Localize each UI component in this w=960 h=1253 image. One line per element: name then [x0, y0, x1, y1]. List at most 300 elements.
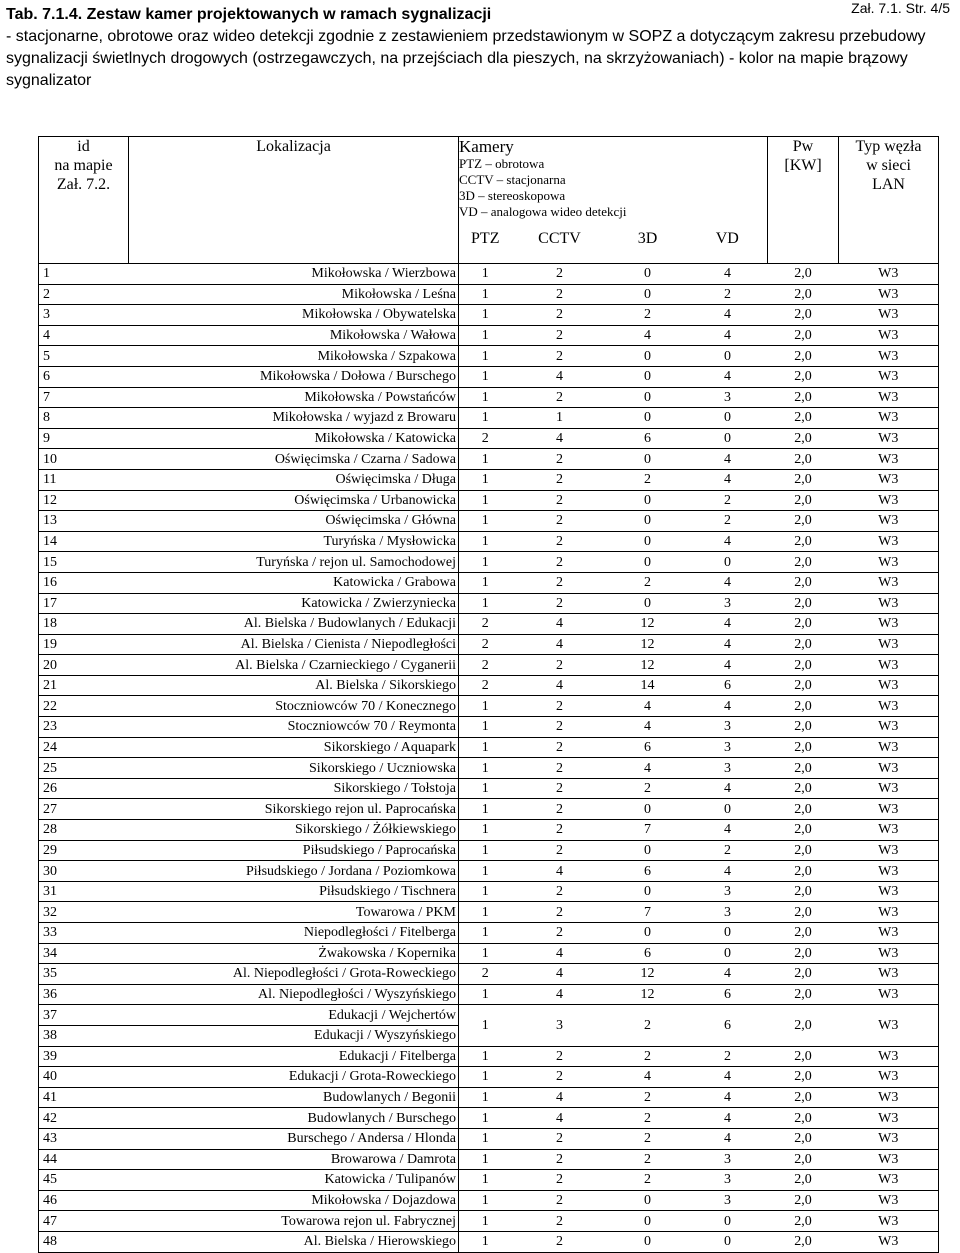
row-ptz: 1: [459, 799, 512, 820]
row-id: 39: [39, 1046, 129, 1067]
row-vd: 4: [688, 655, 768, 676]
row-3d: 12: [608, 634, 688, 655]
row-ptz: 1: [459, 1046, 512, 1067]
row-power: 2,0: [768, 1231, 839, 1252]
row-vd: 4: [688, 531, 768, 552]
row-power: 2,0: [768, 675, 839, 696]
row-ptz: 1: [459, 696, 512, 717]
row-3d: 0: [608, 490, 688, 511]
row-location: Al. Niepodległości / Wyszyńskiego: [129, 984, 459, 1005]
row-ptz: 2: [459, 428, 512, 449]
row-ptz: 1: [459, 531, 512, 552]
row-vd: 4: [688, 1087, 768, 1108]
table-row: [39, 881, 939, 902]
row-ptz: 1: [459, 572, 512, 593]
row-vd: 4: [688, 366, 768, 387]
table-row: [39, 511, 939, 532]
row-3d: 2: [608, 1149, 688, 1170]
row-cctv: 4: [512, 1087, 608, 1108]
row-location: Oświęcimska / Urbanowicka: [129, 490, 459, 511]
row-lan: W3: [839, 614, 939, 635]
row-power: 2,0: [768, 840, 839, 861]
row-location: Piłsudskiego / Tischnera: [129, 881, 459, 902]
row-vd: 2: [688, 840, 768, 861]
row-lan: W3: [839, 634, 939, 655]
row-cctv: 2: [512, 490, 608, 511]
header-cameras-title: Kamery: [459, 137, 514, 156]
row-vd: 4: [688, 614, 768, 635]
table-row: [39, 264, 939, 285]
row-lan: W3: [839, 449, 939, 470]
row-ptz: 1: [459, 593, 512, 614]
header-power: [768, 137, 839, 264]
row-cctv: 2: [512, 1149, 608, 1170]
table-row: [39, 923, 939, 944]
row-vd: 4: [688, 696, 768, 717]
row-location: Sikorskiego / Żółkiewskiego: [129, 820, 459, 841]
row-cctv: 4: [512, 675, 608, 696]
row-location: Towarowa / PKM: [129, 902, 459, 923]
table-row: [39, 531, 939, 552]
row-cctv: 2: [512, 923, 608, 944]
row-id: 12: [39, 490, 129, 511]
header-id-line: id: [77, 138, 90, 155]
table-row: [39, 1046, 939, 1067]
row-location: Sikorskiego / Tołstoja: [129, 778, 459, 799]
row-ptz: 1: [459, 1211, 512, 1232]
row-ptz: 1: [459, 408, 512, 429]
row-id: 29: [39, 840, 129, 861]
row-id: 11: [39, 469, 129, 490]
row-ptz: 1: [459, 861, 512, 882]
table-row: [39, 1149, 939, 1170]
row-location: Mikołowska / Leśna: [129, 284, 459, 305]
row-3d: 0: [608, 1211, 688, 1232]
header-id-line: Zał. 7.2.: [56, 176, 111, 193]
row-power: 2,0: [768, 469, 839, 490]
row-3d: 6: [608, 861, 688, 882]
row-id: 38: [39, 1025, 129, 1046]
row-id: 8: [39, 408, 129, 429]
row-cctv: 2: [512, 511, 608, 532]
row-lan: W3: [839, 943, 939, 964]
row-lan: W3: [839, 469, 939, 490]
row-cctv: 2: [512, 1211, 608, 1232]
header-power-line: [KW]: [784, 157, 822, 174]
row-ptz: 1: [459, 511, 512, 532]
row-lan: W3: [839, 366, 939, 387]
row-power: 2,0: [768, 1046, 839, 1067]
table-row: [39, 572, 939, 593]
row-id: 17: [39, 593, 129, 614]
table-body: [39, 264, 939, 1253]
row-power: 2,0: [768, 346, 839, 367]
row-vd: 0: [688, 408, 768, 429]
row-vd: 2: [688, 1046, 768, 1067]
row-location: Mikołowska / Katowicka: [129, 428, 459, 449]
row-ptz: 2: [459, 634, 512, 655]
title-block: [6, 4, 956, 92]
row-power: 2,0: [768, 572, 839, 593]
row-cctv: 4: [512, 428, 608, 449]
row-location: Oświęcimska / Główna: [129, 511, 459, 532]
row-3d: 12: [608, 614, 688, 635]
table-row: [39, 902, 939, 923]
cameras-legend-item: 3D – stereoskopowa: [459, 188, 566, 203]
row-ptz: 1: [459, 1190, 512, 1211]
row-3d: 2: [608, 1046, 688, 1067]
table-row: [39, 284, 939, 305]
row-power: 2,0: [768, 1190, 839, 1211]
row-location: Stoczniowców 70 / Konecznego: [129, 696, 459, 717]
header-lan-line: LAN: [872, 176, 905, 193]
row-vd: 4: [688, 572, 768, 593]
row-lan: W3: [839, 1087, 939, 1108]
row-power: 2,0: [768, 614, 839, 635]
row-vd: 0: [688, 1231, 768, 1252]
row-vd: 4: [688, 861, 768, 882]
row-ptz: 1: [459, 881, 512, 902]
row-3d: 6: [608, 943, 688, 964]
row-vd: 3: [688, 1170, 768, 1191]
row-power: 2,0: [768, 758, 839, 779]
row-id: 48: [39, 1231, 129, 1252]
table-row: [39, 408, 939, 429]
table-row: [39, 593, 939, 614]
row-cctv: 2: [512, 325, 608, 346]
row-cctv: 4: [512, 634, 608, 655]
row-cctv: 4: [512, 614, 608, 635]
row-3d: 2: [608, 305, 688, 326]
row-id: 10: [39, 449, 129, 470]
row-lan: W3: [839, 923, 939, 944]
row-cctv: 2: [512, 1231, 608, 1252]
table-row: [39, 1005, 939, 1026]
row-3d: 0: [608, 366, 688, 387]
row-location: Budowlanych / Burschego: [129, 1108, 459, 1129]
row-id: 40: [39, 1067, 129, 1088]
row-location: Mikołowska / wyjazd z Browaru: [129, 408, 459, 429]
row-cctv: 2: [512, 778, 608, 799]
row-ptz: 1: [459, 902, 512, 923]
row-lan: W3: [839, 799, 939, 820]
header-location-label: Lokalizacja: [256, 138, 331, 155]
table-row: [39, 737, 939, 758]
row-3d: 0: [608, 840, 688, 861]
row-id: 18: [39, 614, 129, 635]
table-row: [39, 1211, 939, 1232]
row-ptz: 1: [459, 840, 512, 861]
row-lan: W3: [839, 840, 939, 861]
row-location: Al. Bielska / Hierowskiego: [129, 1231, 459, 1252]
header-ptz: PTZ: [459, 229, 512, 264]
table-row: [39, 1108, 939, 1129]
row-cctv: 2: [512, 696, 608, 717]
row-3d: 0: [608, 387, 688, 408]
table-row: [39, 675, 939, 696]
row-cctv: 2: [512, 1170, 608, 1191]
table-row: [39, 634, 939, 655]
row-power: 2,0: [768, 778, 839, 799]
row-cctv: 2: [512, 1046, 608, 1067]
row-cctv: 2: [512, 902, 608, 923]
row-3d: 2: [608, 1128, 688, 1149]
table-row: [39, 1190, 939, 1211]
row-id: 9: [39, 428, 129, 449]
row-location: Al. Niepodległości / Grota-Roweckiego: [129, 964, 459, 985]
row-3d: 4: [608, 717, 688, 738]
row-location: Edukacji / Fitelberga: [129, 1046, 459, 1067]
table-row: [39, 366, 939, 387]
row-vd: 4: [688, 264, 768, 285]
row-lan: W3: [839, 984, 939, 1005]
row-id: 26: [39, 778, 129, 799]
row-ptz: 1: [459, 778, 512, 799]
row-lan: W3: [839, 1046, 939, 1067]
row-power: 2,0: [768, 428, 839, 449]
row-id: 14: [39, 531, 129, 552]
row-ptz: 2: [459, 675, 512, 696]
row-lan: W3: [839, 1231, 939, 1252]
table-row: [39, 861, 939, 882]
row-lan: W3: [839, 490, 939, 511]
row-power: 2,0: [768, 264, 839, 285]
row-power: 2,0: [768, 1087, 839, 1108]
row-id: 4: [39, 325, 129, 346]
table-row: [39, 1231, 939, 1252]
row-id: 21: [39, 675, 129, 696]
row-cctv: 2: [512, 572, 608, 593]
row-lan: W3: [839, 264, 939, 285]
row-power: 2,0: [768, 1211, 839, 1232]
row-lan: W3: [839, 408, 939, 429]
row-ptz: 2: [459, 614, 512, 635]
row-location: Piłsudskiego / Jordana / Poziomkowa: [129, 861, 459, 882]
row-vd: 0: [688, 346, 768, 367]
row-power: 2,0: [768, 881, 839, 902]
row-id: 47: [39, 1211, 129, 1232]
row-location: Katowicka / Grabowa: [129, 572, 459, 593]
header-lan: [839, 137, 939, 264]
row-ptz: 1: [459, 552, 512, 573]
row-vd: 3: [688, 758, 768, 779]
row-3d: 0: [608, 531, 688, 552]
row-ptz: 1: [459, 1067, 512, 1088]
row-id: 28: [39, 820, 129, 841]
row-ptz: 1: [459, 346, 512, 367]
row-3d: 0: [608, 1190, 688, 1211]
table-row: [39, 655, 939, 676]
row-power: 2,0: [768, 1005, 839, 1046]
row-lan: W3: [839, 305, 939, 326]
row-ptz: 1: [459, 284, 512, 305]
cameras-legend-item: VD – analogowa wideo detekcji: [459, 204, 627, 219]
row-power: 2,0: [768, 799, 839, 820]
row-3d: 7: [608, 902, 688, 923]
row-lan: W3: [839, 737, 939, 758]
row-location: Oświęcimska / Długa: [129, 469, 459, 490]
row-lan: W3: [839, 1170, 939, 1191]
table-row: [39, 1170, 939, 1191]
row-id: 24: [39, 737, 129, 758]
row-cctv: 2: [512, 1190, 608, 1211]
row-lan: W3: [839, 655, 939, 676]
row-power: 2,0: [768, 366, 839, 387]
header-id-line: na mapie: [54, 157, 113, 174]
row-lan: W3: [839, 696, 939, 717]
row-cctv: 2: [512, 305, 608, 326]
row-lan: W3: [839, 881, 939, 902]
row-3d: 2: [608, 1005, 688, 1046]
row-power: 2,0: [768, 531, 839, 552]
row-location: Piłsudskiego / Paprocańska: [129, 840, 459, 861]
row-location: Stoczniowców 70 / Reymonta: [129, 717, 459, 738]
row-id: 1: [39, 264, 129, 285]
table-row: [39, 1087, 939, 1108]
row-power: 2,0: [768, 984, 839, 1005]
row-3d: 2: [608, 572, 688, 593]
cameras-legend-item: CCTV – stacjonarna: [459, 172, 566, 187]
row-power: 2,0: [768, 511, 839, 532]
row-power: 2,0: [768, 1108, 839, 1129]
row-cctv: 2: [512, 469, 608, 490]
row-lan: W3: [839, 1190, 939, 1211]
row-location: Al. Bielska / Cienista / Niepodległości: [129, 634, 459, 655]
row-power: 2,0: [768, 1128, 839, 1149]
row-ptz: 1: [459, 387, 512, 408]
row-ptz: 1: [459, 1128, 512, 1149]
row-power: 2,0: [768, 408, 839, 429]
row-cctv: 2: [512, 737, 608, 758]
row-vd: 0: [688, 552, 768, 573]
table-row: [39, 387, 939, 408]
table-row: [39, 325, 939, 346]
table-row: [39, 1067, 939, 1088]
row-ptz: 1: [459, 1108, 512, 1129]
row-cctv: 4: [512, 943, 608, 964]
row-power: 2,0: [768, 325, 839, 346]
row-id: 22: [39, 696, 129, 717]
row-vd: 3: [688, 902, 768, 923]
row-cctv: 4: [512, 366, 608, 387]
row-ptz: 1: [459, 820, 512, 841]
row-vd: 4: [688, 964, 768, 985]
row-ptz: 1: [459, 1170, 512, 1191]
row-id: 37: [39, 1005, 129, 1026]
row-3d: 0: [608, 264, 688, 285]
row-vd: 3: [688, 1149, 768, 1170]
row-vd: 6: [688, 1005, 768, 1046]
row-location: Oświęcimska / Czarna / Sadowa: [129, 449, 459, 470]
row-lan: W3: [839, 593, 939, 614]
table-title: Tab. 7.1.4. Zestaw kamer projektowanych w ramach sygnalizacji: [6, 6, 492, 23]
row-id: 6: [39, 366, 129, 387]
row-cctv: 2: [512, 820, 608, 841]
row-3d: 0: [608, 799, 688, 820]
row-cctv: 2: [512, 284, 608, 305]
row-ptz: 1: [459, 469, 512, 490]
row-location: Mikołowska / Powstańców: [129, 387, 459, 408]
row-3d: 4: [608, 758, 688, 779]
row-lan: W3: [839, 572, 939, 593]
row-ptz: 1: [459, 984, 512, 1005]
row-3d: 0: [608, 346, 688, 367]
row-vd: 3: [688, 387, 768, 408]
row-lan: W3: [839, 758, 939, 779]
row-vd: 0: [688, 923, 768, 944]
row-3d: 0: [608, 593, 688, 614]
header-lan-line: w sieci: [866, 157, 911, 174]
table-row: [39, 305, 939, 326]
row-power: 2,0: [768, 737, 839, 758]
row-ptz: 1: [459, 490, 512, 511]
row-3d: 0: [608, 552, 688, 573]
row-location: Niepodległości / Fitelberga: [129, 923, 459, 944]
row-vd: 0: [688, 1211, 768, 1232]
row-location: Budowlanych / Begonii: [129, 1087, 459, 1108]
row-power: 2,0: [768, 820, 839, 841]
row-power: 2,0: [768, 449, 839, 470]
row-lan: W3: [839, 1128, 939, 1149]
table-row: [39, 346, 939, 367]
row-power: 2,0: [768, 717, 839, 738]
row-ptz: 1: [459, 1005, 512, 1046]
row-cctv: 2: [512, 881, 608, 902]
row-power: 2,0: [768, 923, 839, 944]
row-id: 46: [39, 1190, 129, 1211]
row-3d: 2: [608, 1108, 688, 1129]
row-vd: 3: [688, 1190, 768, 1211]
row-cctv: 2: [512, 593, 608, 614]
row-location: Al. Bielska / Sikorskiego: [129, 675, 459, 696]
row-3d: 2: [608, 778, 688, 799]
row-id: 30: [39, 861, 129, 882]
table-row: [39, 449, 939, 470]
row-id: 19: [39, 634, 129, 655]
row-id: 15: [39, 552, 129, 573]
table-row: [39, 717, 939, 738]
row-power: 2,0: [768, 964, 839, 985]
row-location: Katowicka / Zwierzyniecka: [129, 593, 459, 614]
row-cctv: 2: [512, 264, 608, 285]
row-id: 34: [39, 943, 129, 964]
row-id: 45: [39, 1170, 129, 1191]
row-id: 20: [39, 655, 129, 676]
row-ptz: 1: [459, 1149, 512, 1170]
row-3d: 4: [608, 1067, 688, 1088]
row-location: Burschego / Andersa / Hlonda: [129, 1128, 459, 1149]
row-lan: W3: [839, 325, 939, 346]
header-lan-line: Typ węzła: [855, 138, 922, 155]
table-row: [39, 758, 939, 779]
row-id: 32: [39, 902, 129, 923]
row-lan: W3: [839, 902, 939, 923]
table-row: [39, 696, 939, 717]
row-location: Sikorskiego / Uczniowska: [129, 758, 459, 779]
row-id: 3: [39, 305, 129, 326]
row-location: Edukacji / Wejchertów: [129, 1005, 459, 1026]
row-3d: 12: [608, 964, 688, 985]
row-vd: 2: [688, 490, 768, 511]
row-location: Browarowa / Damrota: [129, 1149, 459, 1170]
row-lan: W3: [839, 820, 939, 841]
row-cctv: 4: [512, 964, 608, 985]
row-id: 33: [39, 923, 129, 944]
row-3d: 14: [608, 675, 688, 696]
row-3d: 12: [608, 984, 688, 1005]
row-lan: W3: [839, 778, 939, 799]
table-row: [39, 428, 939, 449]
